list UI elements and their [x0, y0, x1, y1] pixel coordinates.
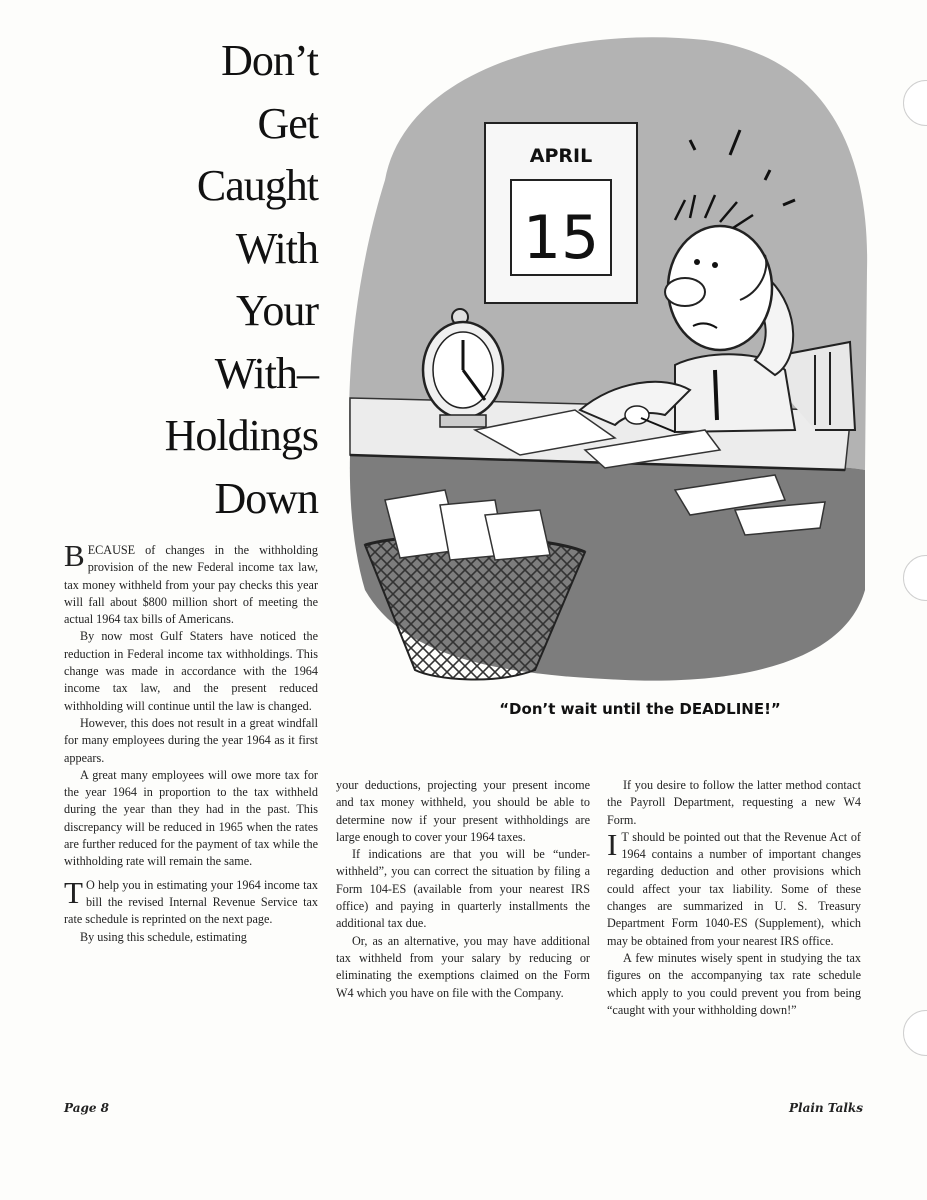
- cartoon-illustration: [345, 30, 870, 695]
- paragraph: However, this does not result in a great windfall for many employees during the year 1964 as it first appears.: [64, 715, 318, 765]
- binder-hole: [903, 555, 927, 601]
- paragraph: A few minutes wisely spent in studying the tax figures on the accompanying tax rate schedule which apply to you could prevent you from being “caught with your withholding down!”: [607, 950, 861, 1017]
- headline-line: Down: [214, 473, 318, 523]
- headline-line: Get: [257, 98, 318, 148]
- binder-hole: [903, 80, 927, 126]
- crumpled-paper: [485, 510, 550, 560]
- illustration-caption: “Don’t wait until the DEADLINE!”: [499, 700, 781, 718]
- headline-line: Holdings: [164, 411, 318, 460]
- article-column-1: [64, 538, 318, 946]
- headline-line: Your: [235, 286, 318, 335]
- paragraph: By now most Gulf Staters have noticed the reduction in Federal income tax withholdings. This change was made in accordance with the 1964 income tax law, and the present reduced withholding will continue until the law is changed.: [64, 629, 318, 713]
- man-nose: [665, 278, 705, 306]
- calendar-month: APRIL: [529, 145, 593, 167]
- headline-line: With–: [214, 348, 318, 398]
- publication-name: Plain Talks: [788, 1101, 863, 1115]
- paragraph: If indications are that you will be “under-withheld”, you can correct the situation by filing a Form 104-ES (available from your nearest IRS office) and paying in quarterly installments the additional tax due.: [336, 847, 590, 931]
- paragraph: If you desire to follow the latter method contact the Payroll Department, requesting a new W4 Form.: [607, 778, 861, 827]
- paragraph: BECAUSE of changes in the withholding provision of the new Federal income tax law, tax money withheld from your pay checks this year will fall about $800 million short of meeting the actual 1964 tax bills of Americans.: [64, 538, 318, 627]
- article-column-3: [607, 777, 861, 1019]
- paragraph: T O help you in estimating your 1964 income tax bill the revised Internal Revenue Service tax rate schedule is reprinted on the next page.: [64, 874, 318, 927]
- drop-cap: B: [64, 538, 85, 573]
- drop-cap: T: [64, 874, 83, 910]
- binder-hole: [903, 1010, 927, 1056]
- page-number: Page 8: [64, 1101, 110, 1115]
- headline-line: With: [235, 223, 318, 273]
- paragraph: Or, as an alternative, you may have additional tax withheld from your salary by reducing or eliminating the exemptions claimed on the Form W4 which you have on file with the Company.: [336, 933, 590, 1000]
- paragraph: By using this schedule, estimating: [80, 929, 247, 944]
- paragraph: A great many employees will owe more tax for the year 1964 in proportion to the tax withheld during the year than they had in the past. This discrepancy will be reduced in 1965 when the rates are further reduced for the payment of tax while the withholding rate will remain the same.: [64, 767, 318, 869]
- headline: [60, 30, 318, 530]
- headline-line: Don’t: [221, 36, 318, 85]
- necktie: [715, 370, 717, 420]
- paragraph: your deductions, projecting your present income and tax money withheld, you should be able to determine now if your present withholdings are large enough to cover your 1964 taxes.: [336, 778, 590, 844]
- article-column-2: [336, 777, 590, 1002]
- calendar-day: 15: [522, 203, 600, 273]
- drop-cap: I: [607, 826, 618, 862]
- paragraph: I T should be pointed out that the Revenue Act of 1964 contains a number of important changes regarding deduction and other provisions which could affect your tax liability. Some of these changes are summarized in U. S. Treasury Department Form 1040-ES (Supplement), which may be obtained from your nearest IRS office.: [607, 826, 861, 948]
- headline-line: Caught: [196, 161, 318, 210]
